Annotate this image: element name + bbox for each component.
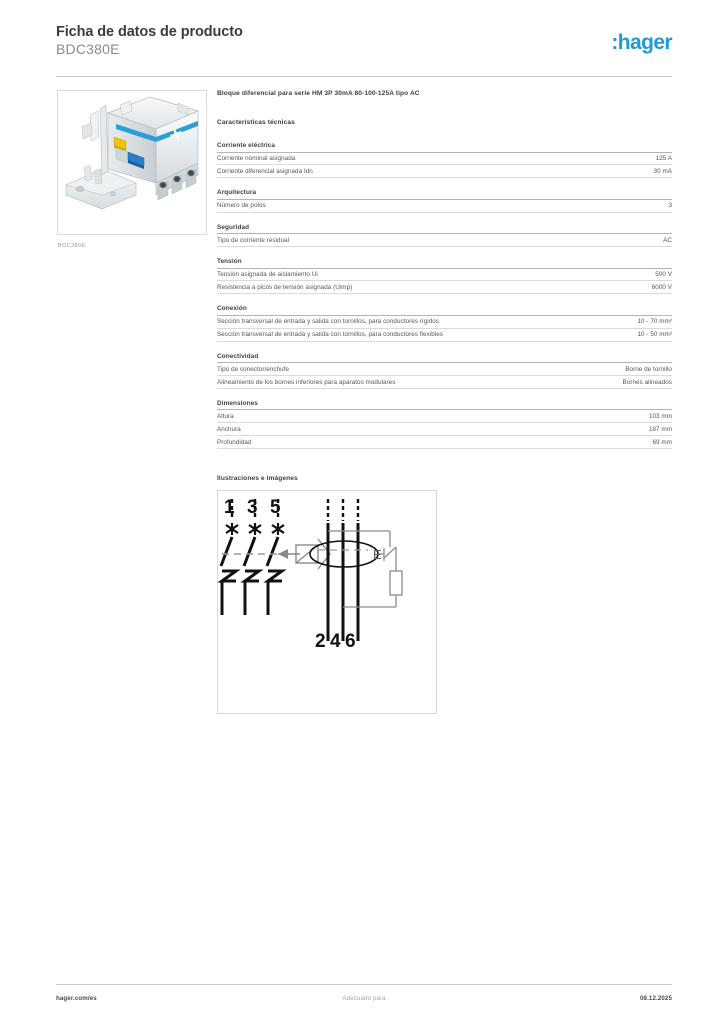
spec-row (217, 281, 672, 294)
spec-label: Corriente nominal asignada (217, 155, 296, 163)
spec-row (217, 363, 672, 376)
spec-label: Altura (217, 413, 234, 420)
illustrations-heading: Ilustraciones e imágenes (217, 475, 298, 483)
spec-group (217, 189, 672, 212)
hager-logo: :hager (611, 31, 672, 54)
footer-website[interactable]: hager.com/es (56, 995, 97, 1002)
spec-label: Anchura (217, 425, 241, 433)
wiring-diagram (218, 491, 436, 713)
spec-value: 500 V (655, 271, 672, 279)
product-description: Bloque diferencial para serie HM 3P 30mA 80-100-125A tipo AC (217, 90, 420, 97)
spec-value: 69 mm (652, 438, 672, 446)
spec-row (217, 153, 672, 166)
spec-label: Resistencia a picos de tensión asignada (Uimp) (217, 284, 353, 292)
spec-group (217, 258, 672, 294)
spec-group-title: Arquitectura (217, 189, 672, 200)
diagram-label-2: 2 (315, 631, 326, 653)
spec-group-title: Conectividad (217, 353, 672, 364)
spec-group-title: Dimensiones (217, 400, 672, 411)
spec-label: Sección transversal de entrada y salida con tornillos, para conductores rígidos (217, 318, 440, 326)
spec-value: 10 - 70 mm² (637, 318, 672, 326)
page-header (56, 24, 672, 72)
spec-label: Tensión asignada de aislamiento Ui (217, 271, 318, 279)
spec-value: 3 (668, 202, 672, 210)
spec-row (217, 423, 672, 436)
diagram-label-test: E (373, 547, 382, 563)
wiring-diagram-frame (217, 490, 437, 714)
spec-row (217, 269, 672, 282)
product-render-bdc380e (58, 91, 204, 232)
spec-value: 6000 V (651, 284, 672, 292)
spec-group-title: Corriente eléctrica (217, 142, 672, 153)
spec-label: Número de polos (217, 202, 266, 210)
spec-label: Corriente diferencial asignada Idn (217, 167, 313, 175)
spec-row (217, 436, 672, 449)
spec-value: 30 mA (653, 167, 672, 175)
spec-label: Tipo de conector/enchufe (217, 365, 290, 373)
footer-note: Adecuado para (342, 995, 386, 1002)
spec-groups (217, 142, 672, 449)
spec-group (217, 400, 672, 449)
spec-group (217, 305, 672, 341)
diagram-label-4: 4 (330, 631, 341, 653)
spec-label: Sección transversal de entrada y salida con tornillos, para conductores flexibles (217, 331, 443, 339)
spec-value: 125 A (655, 155, 672, 163)
spec-content (217, 90, 672, 714)
spec-row (217, 316, 672, 329)
diagram-label-6: 6 (345, 631, 356, 653)
spec-value: AC (663, 236, 672, 244)
product-image-caption: BDC380E (58, 243, 86, 249)
product-image-frame (57, 90, 207, 235)
specs-heading: Características técnicas (217, 119, 295, 126)
spec-row (217, 376, 672, 389)
product-reference: BDC380E (56, 41, 120, 57)
page-title: Ficha de datos de producto (56, 24, 243, 40)
spec-row (217, 165, 672, 178)
footer-date: 08.12.2025 (640, 995, 672, 1002)
spec-value: 10 - 50 mm² (637, 331, 672, 339)
spec-label: Tipo de corriente residual (217, 236, 290, 244)
spec-label: Profundidad (217, 438, 252, 446)
diagram-label-5: 5 (270, 497, 281, 519)
spec-row (217, 329, 672, 342)
spec-group (217, 353, 672, 389)
spec-group-title: Seguridad (217, 224, 672, 235)
spec-group (217, 142, 672, 178)
spec-row (217, 410, 672, 423)
spec-group (217, 224, 672, 247)
spec-value: Borne de tornillo (625, 365, 672, 373)
title-block (56, 24, 243, 58)
diagram-label-3: 3 (247, 497, 258, 519)
spec-row (217, 200, 672, 213)
footer-divider (56, 984, 672, 985)
spec-label: Alineamiento de los bornes inferiores para aparatos modulares (217, 378, 396, 386)
spec-group-title: Conexión (217, 305, 672, 316)
diagram-label-1: 1 (224, 497, 235, 519)
page-footer (56, 995, 672, 1002)
spec-group-title: Tensión (217, 258, 672, 269)
spec-value: 103 mm (648, 413, 672, 420)
spec-value: Bornes alineados (622, 378, 672, 386)
header-divider (56, 76, 672, 77)
spec-row (217, 234, 672, 247)
spec-value: 187 mm (648, 425, 672, 433)
